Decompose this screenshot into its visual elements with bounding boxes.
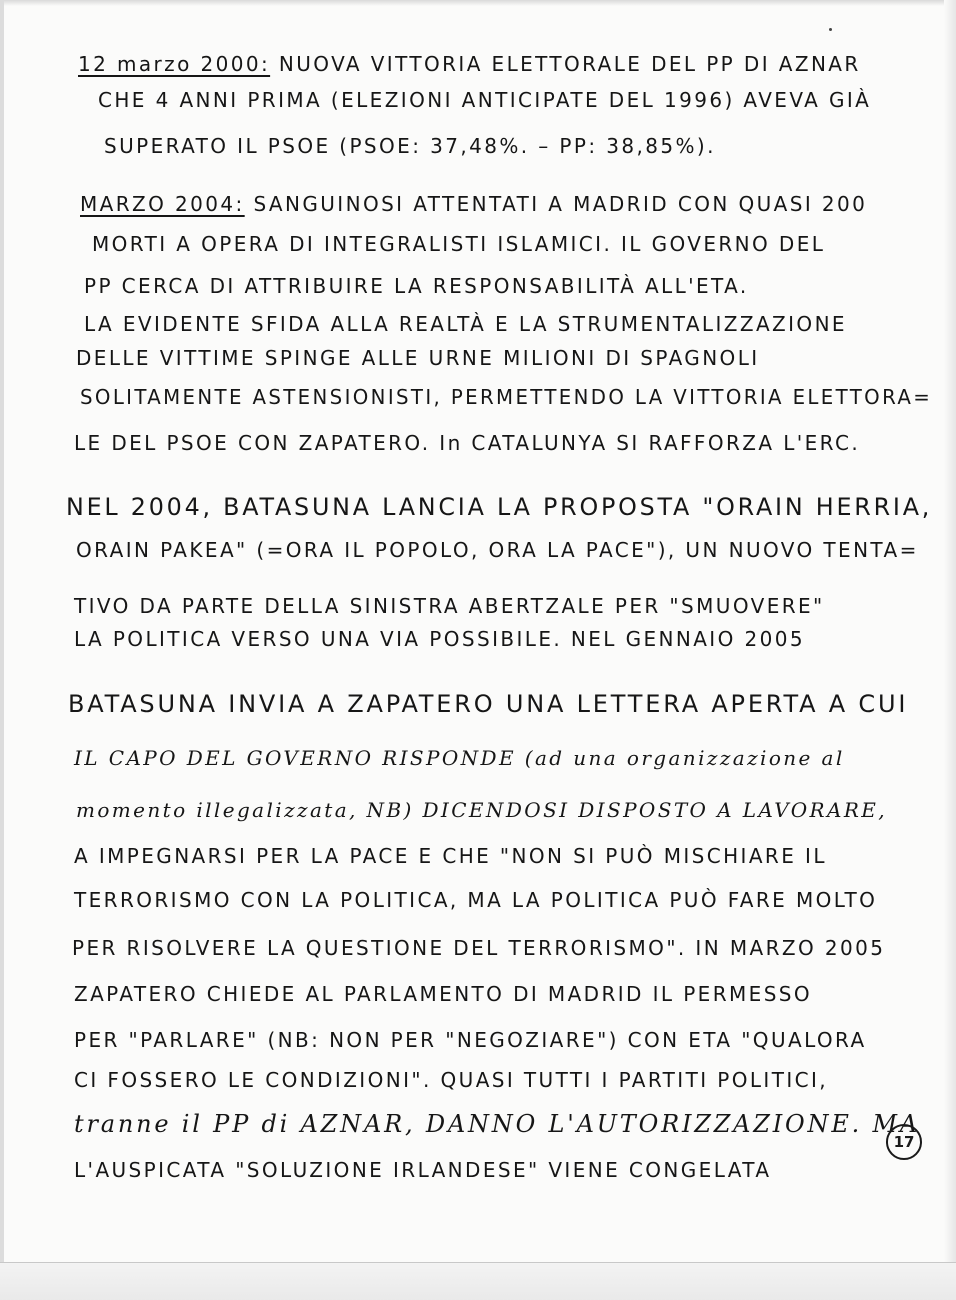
scan-edge-left bbox=[0, 0, 4, 1262]
paragraph-2-line-4: LA EVIDENTE SFIDA ALLA REALTÀ E LA STRUMENTALIZZAZIONE bbox=[84, 312, 847, 336]
paragraph-2-line-7: LE DEL PSOE CON ZAPATERO. In CATALUNYA SI RAFFORZA L'ERC. bbox=[74, 431, 861, 455]
sheet-edge-shadow bbox=[944, 0, 956, 1262]
paragraph-4-line-8: PER "PARLARE" (NB: NON PER "NEGOZIARE") CON ETA "QUALORA bbox=[74, 1028, 867, 1052]
page-number-circle: 17 bbox=[886, 1124, 922, 1160]
paragraph-1-line-1 bbox=[78, 52, 861, 76]
paragraph-3-line-2: ORAIN PAKEA" (=ORA IL POPOLO, ORA LA PACE"), UN NUOVO TENTA= bbox=[76, 538, 919, 562]
paragraph-4-line-5: TERRORISMO CON LA POLITICA, MA LA POLITICA PUÒ FARE MOLTO bbox=[74, 888, 878, 912]
paragraph-1-line-3: SUPERATO IL PSOE (PSOE: 37,48%. – PP: 38,85%). bbox=[104, 134, 716, 158]
paragraph-2-line-1 bbox=[80, 192, 867, 216]
paragraph-4-line-3: momento illegalizzata, NB) DICENDOSI DISPOSTO A LAVORARE, bbox=[76, 798, 888, 822]
paragraph-1-line-1-text: NUOVA VITTORIA ELETTORALE DEL PP DI AZNAR bbox=[278, 52, 861, 76]
paragraph-4-line-2: IL CAPO DEL GOVERNO RISPONDE (ad una organizzazione al bbox=[74, 746, 845, 770]
paragraph-2-line-5: DELLE VITTIME SPINGE ALLE URNE MILIONI DI SPAGNOLI bbox=[76, 346, 760, 370]
paragraph-2-heading: MARZO 2004: bbox=[80, 192, 245, 216]
paragraph-4-line-7: ZAPATERO CHIEDE AL PARLAMENTO DI MADRID IL PERMESSO bbox=[74, 982, 813, 1006]
paragraph-2-line-3: PP CERCA DI ATTRIBUIRE LA RESPONSABILITÀ ALL'ETA. bbox=[84, 274, 749, 298]
paragraph-4-line-1: BATASUNA INVIA A ZAPATERO UNA LETTERA APERTA A CUI bbox=[68, 690, 909, 718]
paragraph-2-line-1-text: SANGUINOSI ATTENTATI A MADRID CON QUASI 200 bbox=[253, 192, 868, 216]
scan-edge-top bbox=[0, 0, 956, 6]
paper-speck bbox=[829, 28, 832, 31]
scan-edge-bottom bbox=[0, 1262, 956, 1300]
paragraph-2-line-6: SOLITAMENTE ASTENSIONISTI, PERMETTENDO LA VITTORIA ELETTORA= bbox=[80, 385, 933, 409]
paragraph-4-line-10: tranne il PP di AZNAR, DANNO L'AUTORIZZAZIONE. MA bbox=[74, 1110, 921, 1138]
paragraph-4-line-9: CI FOSSERO LE CONDIZIONI". QUASI TUTTI I PARTITI POLITICI, bbox=[74, 1068, 829, 1092]
paragraph-3-line-3: TIVO DA PARTE DELLA SINISTRA ABERTZALE PER "SMUOVERE" bbox=[74, 594, 825, 618]
paragraph-4-line-6: PER RISOLVERE LA QUESTIONE DEL TERRORISMO". IN MARZO 2005 bbox=[72, 936, 886, 960]
paragraph-1-line-2: CHE 4 ANNI PRIMA (ELEZIONI ANTICIPATE DEL 1996) AVEVA GIÀ bbox=[98, 88, 872, 112]
paragraph-4-line-4: A IMPEGNARSI PER LA PACE E CHE "NON SI PUÒ MISCHIARE IL bbox=[74, 844, 827, 868]
paragraph-3-line-1: NEL 2004, BATASUNA LANCIA LA PROPOSTA "ORAIN HERRIA, bbox=[66, 493, 933, 521]
paragraph-3-line-4: LA POLITICA VERSO UNA VIA POSSIBILE. NEL GENNAIO 2005 bbox=[74, 627, 806, 651]
paragraph-2-line-2: MORTI A OPERA DI INTEGRALISTI ISLAMICI. IL GOVERNO DEL bbox=[92, 232, 826, 256]
paragraph-4-line-11: L'AUSPICATA "SOLUZIONE IRLANDESE" VIENE CONGELATA bbox=[74, 1158, 772, 1182]
paragraph-1-heading: 12 marzo 2000: bbox=[78, 52, 271, 76]
